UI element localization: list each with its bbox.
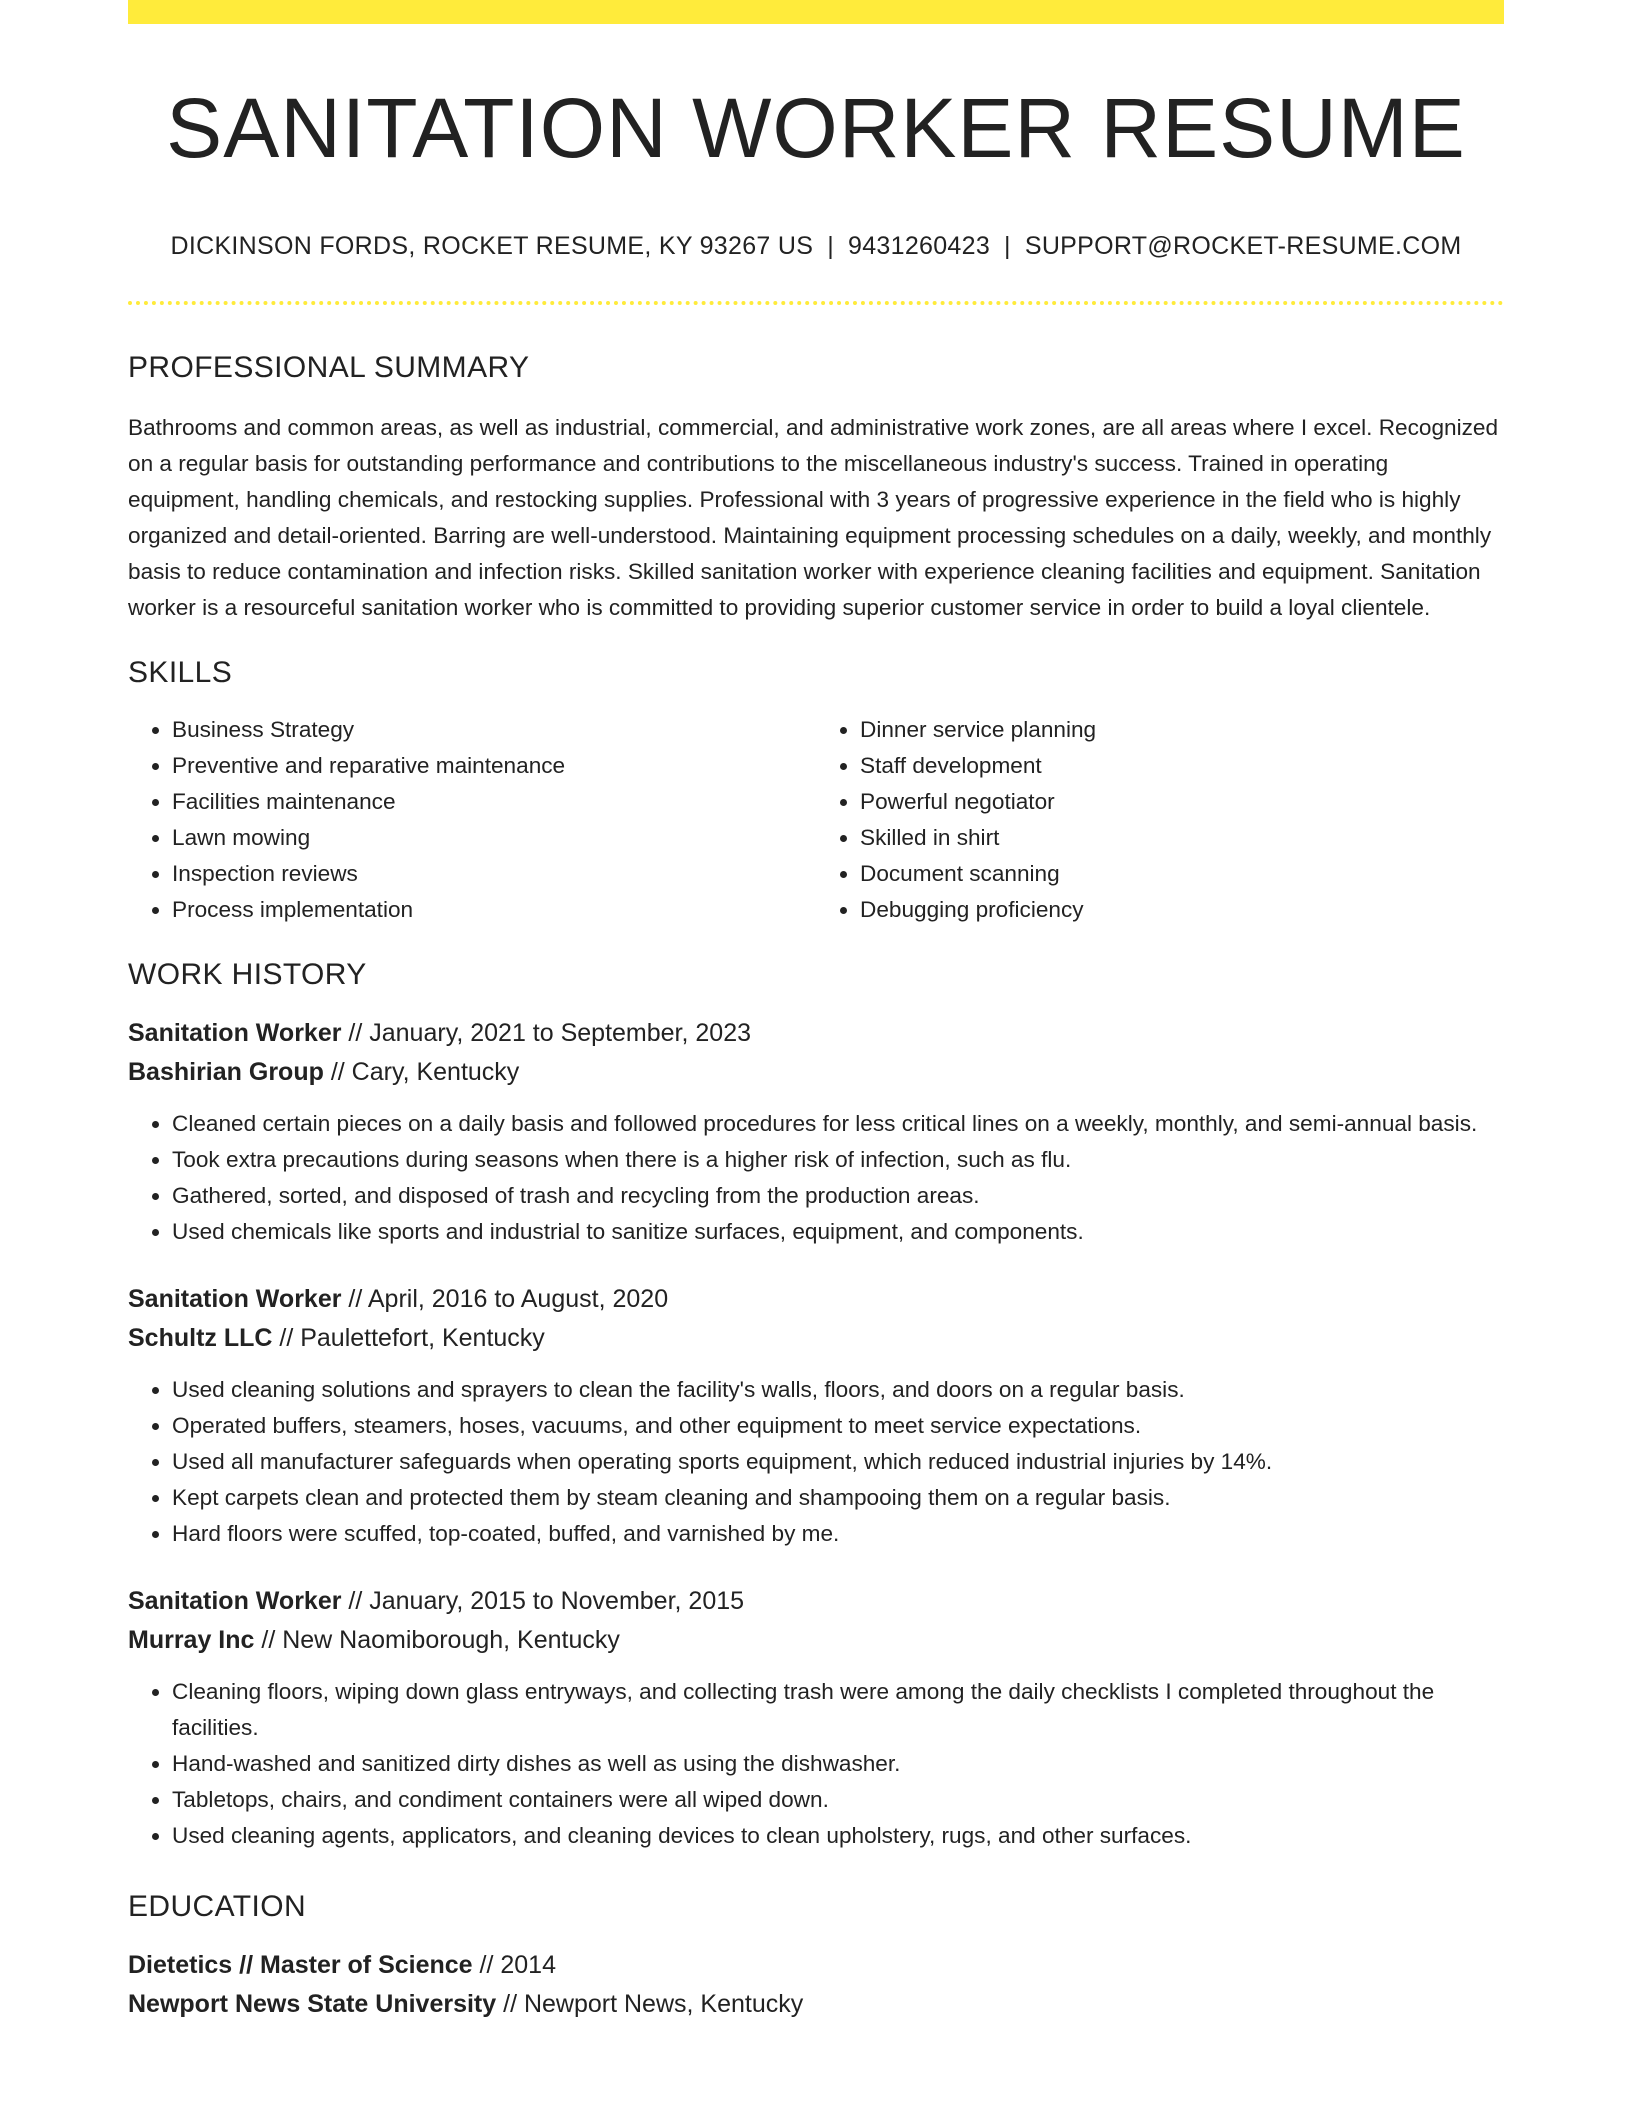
contact-separator: | [1004, 232, 1011, 261]
job-role-line [128, 1582, 1504, 1621]
job-role-line [128, 1280, 1504, 1319]
job-bullet: • Used cleaning agents, applicators, and cleaning devices to clean upholstery, rugs, and other surfaces. [172, 1818, 1504, 1854]
skill-item: • Staff development [860, 748, 1504, 784]
job-bullet: • Hard floors were scuffed, top-coated, buffed, and varnished by me. [172, 1516, 1504, 1552]
education-school: Newport News State University [128, 1990, 497, 2019]
skill-item: • Powerful negotiator [860, 784, 1504, 820]
skills-heading: SKILLS [128, 656, 233, 690]
skill-item: • Document scanning [860, 856, 1504, 892]
job-company: Bashirian Group [128, 1058, 324, 1087]
education-entry [128, 1946, 1504, 2024]
job-role: Sanitation Worker [128, 1587, 342, 1616]
job-bullets [128, 1106, 1504, 1250]
contact-phone: 9431260423 [848, 232, 991, 261]
job-entry [128, 1582, 1504, 1854]
job-bullet: • Operated buffers, steamers, hoses, vacuums, and other equipment to meet service expectations. [172, 1408, 1504, 1444]
dotted-divider [128, 301, 1504, 305]
summary-heading: PROFESSIONAL SUMMARY [128, 351, 530, 385]
education-location: // Newport News, Kentucky [496, 1990, 804, 2019]
skill-item: • Preventive and reparative maintenance [172, 748, 816, 784]
job-entry [128, 1014, 1504, 1250]
job-entry [128, 1280, 1504, 1552]
skill-item: • Lawn mowing [172, 820, 816, 856]
job-location: // New Naomiborough, Kentucky [254, 1626, 620, 1655]
skill-item: • Debugging proficiency [860, 892, 1504, 928]
contact-line [128, 232, 1504, 261]
job-bullet: • Kept carpets clean and protected them by steam cleaning and shampooing them on a regular basis. [172, 1480, 1504, 1516]
job-bullet: • Cleaned certain pieces on a daily basis and followed procedures for less critical lines on a weekly, monthly, and semi-annual basis. [172, 1106, 1504, 1142]
job-company: Murray Inc [128, 1626, 255, 1655]
education-degree-line [128, 1946, 1504, 1985]
skills-right-column [816, 712, 1504, 928]
job-bullet: • Took extra precautions during seasons when there is a higher risk of infection, such as flu. [172, 1142, 1504, 1178]
education-heading: EDUCATION [128, 1890, 307, 1924]
job-bullet: • Used all manufacturer safeguards when operating sports equipment, which reduced industrial injuries by 14%. [172, 1444, 1504, 1480]
accent-top-bar [128, 0, 1504, 24]
skill-item: • Dinner service planning [860, 712, 1504, 748]
contact-email: SUPPORT@ROCKET-RESUME.COM [1024, 232, 1462, 261]
resume-page [128, 0, 1504, 2024]
education-degree: Dietetics // Master of Science [128, 1951, 473, 1980]
job-bullets [128, 1674, 1504, 1854]
job-bullet: • Gathered, sorted, and disposed of trash and recycling from the production areas. [172, 1178, 1504, 1214]
job-bullet: • Used chemicals like sports and industrial to sanitize surfaces, equipment, and components. [172, 1214, 1504, 1250]
job-dates: // April, 2016 to August, 2020 [341, 1285, 669, 1314]
job-location: // Cary, Kentucky [323, 1058, 520, 1087]
job-bullet: • Used cleaning solutions and sprayers to clean the facility's walls, floors, and doors on a regular basis. [172, 1372, 1504, 1408]
education-school-line [128, 1985, 1504, 2024]
job-bullet: • Tabletops, chairs, and condiment containers were all wiped down. [172, 1782, 1504, 1818]
job-role: Sanitation Worker [128, 1019, 342, 1048]
job-bullet: • Hand-washed and sanitized dirty dishes as well as using the dishwasher. [172, 1746, 1504, 1782]
job-role: Sanitation Worker [128, 1285, 342, 1314]
skill-item: • Skilled in shirt [860, 820, 1504, 856]
job-role-line [128, 1014, 1504, 1053]
contact-address: DICKINSON FORDS, ROCKET RESUME, KY 93267 US [170, 232, 814, 261]
summary-text: Bathrooms and common areas, as well as industrial, commercial, and administrative work zones, are all areas where I excel. Recognized on a regular basis for outstanding performance and contributions to the miscellaneous industry's success. Trained in operating equipment, handling chemicals, and restocking supplies. Professional with 3 years of progressive experience in the field who is highly organized and detail-oriented. Barring are well-understood. Maintaining equipment processing schedules on a daily, weekly, and monthly basis to reduce contamination and infection risks. Skilled sanitation worker with experience cleaning facilities and equipment. Sanitation worker is a resourceful sanitation worker who is committed to providing superior customer service in order to build a loyal clientele. [128, 415, 1499, 621]
job-dates: // January, 2015 to November, 2015 [341, 1587, 745, 1616]
skill-item: • Facilities maintenance [172, 784, 816, 820]
job-company-line [128, 1319, 1504, 1358]
job-bullets [128, 1372, 1504, 1552]
skills-grid [128, 712, 1504, 928]
contact-separator: | [827, 232, 834, 261]
job-bullet: • Cleaning floors, wiping down glass entryways, and collecting trash were among the daily checklists I completed throughout the facilities. [172, 1674, 1504, 1746]
skill-item: • Business Strategy [172, 712, 816, 748]
job-company: Schultz LLC [128, 1324, 273, 1353]
education-year: // 2014 [472, 1951, 556, 1980]
skill-item: • Inspection reviews [172, 856, 816, 892]
skill-item: • Process implementation [172, 892, 816, 928]
job-company-line [128, 1621, 1504, 1660]
job-dates: // January, 2021 to September, 2023 [341, 1019, 752, 1048]
skills-left-column [128, 712, 816, 928]
resume-title: SANITATION WORKER RESUME [166, 81, 1466, 175]
job-company-line [128, 1053, 1504, 1092]
job-location: // Paulettefort, Kentucky [272, 1324, 545, 1353]
work-history-heading: WORK HISTORY [128, 958, 367, 992]
